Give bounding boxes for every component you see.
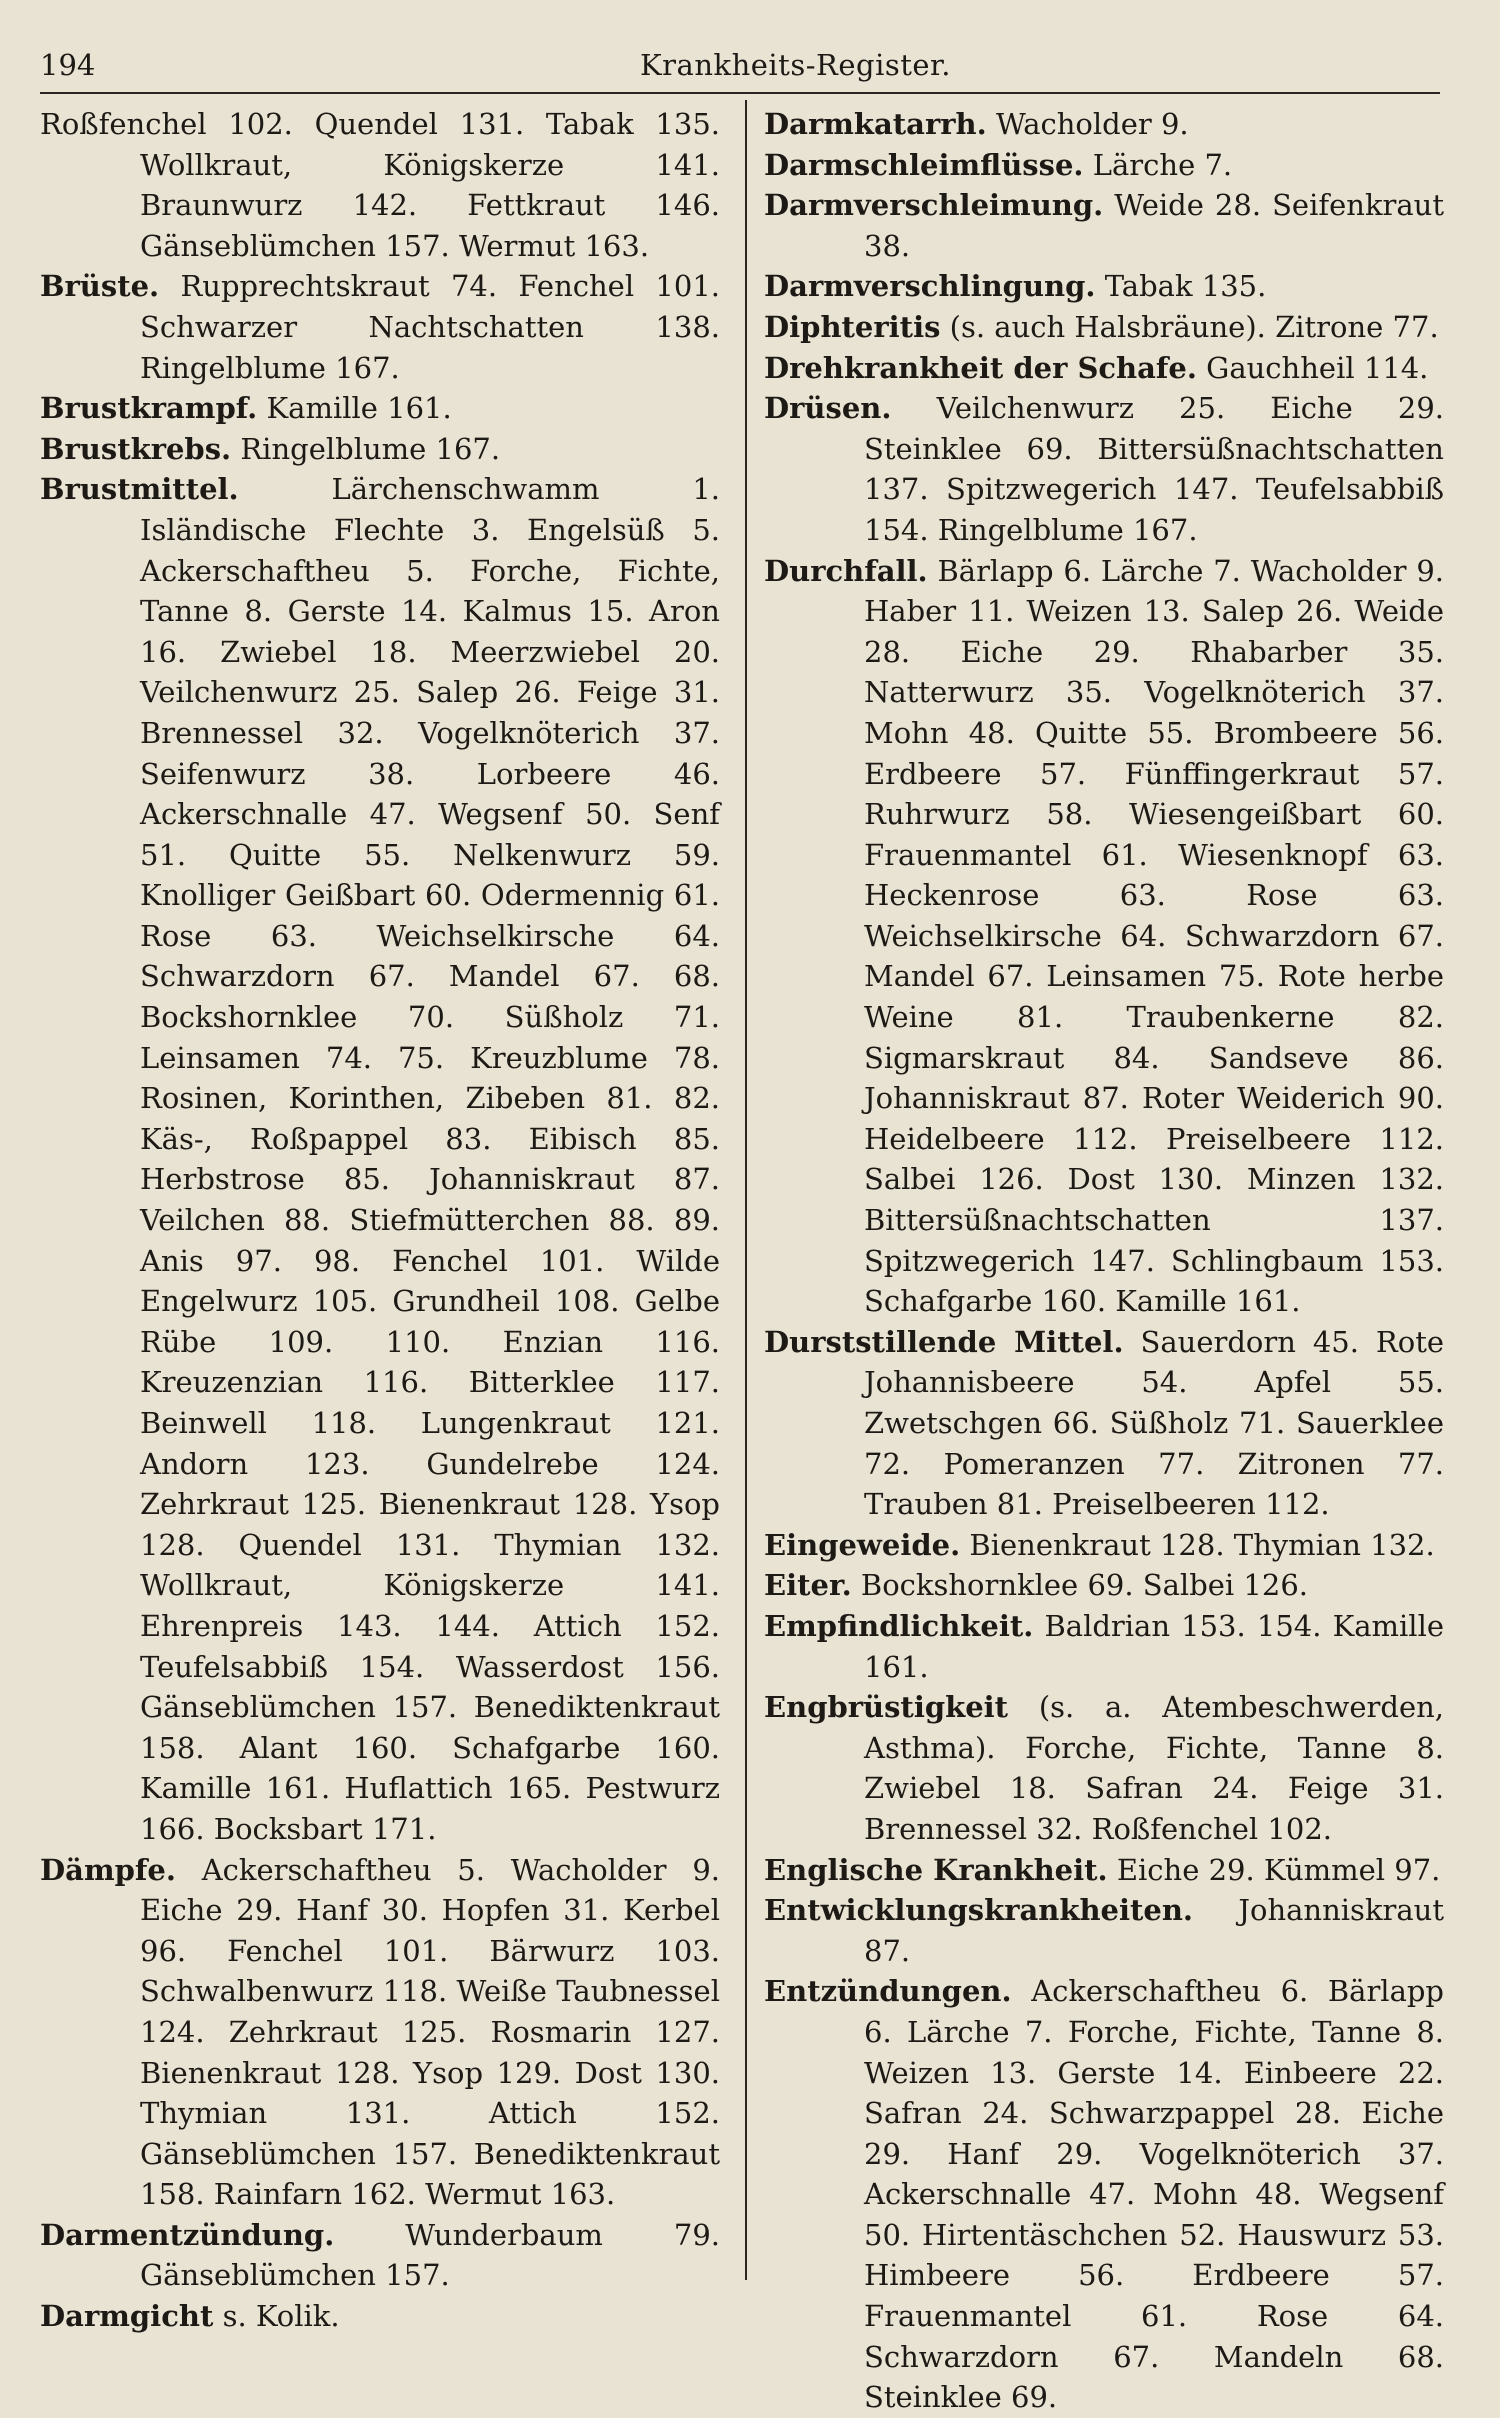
index-entry <box>764 185 1444 266</box>
page-header: Krankheits-Register. <box>640 48 951 82</box>
entry-term: Entzündungen. <box>764 1974 1012 2009</box>
entry-references: s. Kolik. <box>222 2299 340 2334</box>
entry-references: Ringelblume 167. <box>240 431 501 466</box>
index-entry <box>40 266 720 388</box>
index-entry <box>764 266 1444 307</box>
entry-term: Dämpfe. <box>40 1852 176 1887</box>
index-entry <box>764 388 1444 550</box>
entry-references: Ackerschaftheu 5. Wacholder 9. Eiche 29. Hanf 30. Hopfen 31. Kerbel 96. Fenchel 101. Bärwurz 103. Schwalbenwurz 118. Weiße Taubnessel 124. Zehrkraut 125. Rosmarin 127. Bienenkraut 128. Ysop 129. Dost 130. Thymian 131. Attich 152. Gänseblümchen 157. Benediktenkraut 158. Rainfarn 162. Wermut 163. <box>140 1852 720 2212</box>
entry-references: Kamille 161. <box>266 391 452 426</box>
entry-term: Durchfall. <box>764 553 928 588</box>
index-entry <box>40 1850 720 2215</box>
entry-references: Johanniskraut 87. <box>864 1893 1444 1968</box>
entry-term: Darmschleimflüsse. <box>764 147 1084 182</box>
index-entry <box>40 104 720 266</box>
index-column-right <box>764 104 1444 2418</box>
index-entry <box>764 307 1444 348</box>
entry-term: Brustkrampf. <box>40 391 258 426</box>
entry-references: Bienenkraut 128. Thymian 132. <box>969 1527 1435 1562</box>
entry-references: Weide 28. Seifenkraut 38. <box>864 188 1444 263</box>
entry-term: Darmentzündung. <box>40 2217 335 2252</box>
entry-references: Wacholder 9. <box>995 107 1189 141</box>
index-entry <box>764 348 1444 389</box>
entry-term: Eiter. <box>764 1568 852 1603</box>
entry-references: Wunderbaum 79. Gänseblümchen 157. <box>140 2217 720 2293</box>
index-entry <box>764 1687 1444 1849</box>
entry-term: Darmverschlingung. <box>764 269 1096 304</box>
entry-term: Engbrüstigkeit <box>764 1690 1009 1725</box>
index-entry <box>764 1606 1444 1687</box>
entry-term: Brustkrebs. <box>40 431 232 466</box>
entry-term: Durststillende Mittel. <box>764 1324 1124 1359</box>
index-entry <box>764 1850 1444 1891</box>
entry-term: Darmgicht <box>40 2299 214 2334</box>
entry-references: Ackerschaftheu 6. Bärlapp 6. Lärche 7. Forche, Fichte, Tanne 8. Weizen 13. Gerste 14. Einbeere 22. Safran 24. Schwarzpappel 28. Eiche 29. Hanf 29. Vogelknöterich 37. Ackerschnalle 47. Mohn 48. Wegsenf 50. Hirtentäschchen 52. Hauswurz 53. Himbeere 56. Erdbeere 57. Frauenmantel 61. Rose 64. Schwarzdorn 67. Mandeln 68. Steinklee 69. <box>864 1974 1444 2415</box>
index-entry <box>764 1890 1444 1971</box>
column-rule <box>745 100 747 2280</box>
index-entry <box>40 2296 720 2337</box>
entry-references: Bärlapp 6. Lärche 7. Wacholder 9. Haber 11. Weizen 13. Salep 26. Weide 28. Eiche 29. Rhabarber 35. Natterwurz 35. Vogelknöterich 37. Mohn 48. Quitte 55. Brombeere 56. Erdbeere 57. Fünffingerkraut 57. Ruhrwurz 58. Wiesengeißbart 60. Frauenmantel 61. Wiesenknopf 63. Heckenrose 63. Rose 63. Weichselkirsche 64. Schwarzdorn 67. Mandel 67. Leinsamen 75. Rote herbe Weine 81. Traubenkerne 82. Sigmarskraut 84. Sandseve 86. Johanniskraut 87. Roter Weiderich 90. Heidelbeere 112. Preiselbeere 112. Salbei 126. Dost 130. Minzen 132. Bittersüßnachtschatten 137. Spitzwegerich 147. Schlingbaum 153. Schafgarbe 160. Kamille 161. <box>864 553 1444 1319</box>
index-entry <box>40 429 720 470</box>
entry-references: Veilchenwurz 25. Eiche 29. Steinklee 69. Bittersüßnachtschatten 137. Spitzwegerich 147. Teufelsabbiß 154. Ringelblume 167. <box>864 391 1445 547</box>
entry-term: Drehkrankheit der Schafe. <box>764 350 1197 385</box>
entry-references: Tabak 135. <box>1104 269 1267 304</box>
entry-references: Baldrian 153. 154. Kamille 161. <box>864 1608 1445 1684</box>
index-column-left <box>40 104 720 2337</box>
entry-term: Eingeweide. <box>764 1527 961 1562</box>
entry-term: Brüste. <box>40 269 160 304</box>
entry-references: Lärchenschwamm 1. Isländische Flechte 3. Engelsüß 5. Ackerschaftheu 5. Forche, Fichte, Tanne 8. Gerste 14. Kalmus 15. Aron 16. Zwiebel 18. Meerzwiebel 20. Veilchenwurz 25. Salep 26. Feige 31. Brennessel 32. Vogelknöterich 37. Seifenwurz 38. Lorbeere 46. Ackerschnalle 47. Wegsenf 50. Senf 51. Quitte 55. Nelkenwurz 59. Knolliger Geißbart 60. Odermennig 61. Rose 63. Weichselkirsche 64. Schwarzdorn 67. Mandel 67. 68. Bockshornklee 70. Süßholz 71. Leinsamen 74. 75. Kreuzblume 78. Rosinen, Korinthen, Zibeben 81. 82. Käs-, Roßpappel 83. Eibisch 85. Herbstrose 85. Johanniskraut 87. Veilchen 88. Stiefmütterchen 88. 89. Anis 97. 98. Fenchel 101. Wilde Engelwurz 105. Grundheil 108. Gelbe Rübe 109. 110. Enzian 116. Kreuzenzian 116. Bitterklee 117. Beinwell 118. Lungenkraut 121. Andorn 123. Gundelrebe 124. Zehrkraut 125. Bienenkraut 128. Ysop 128. Quendel 131. Thymian 132. Wollkraut, Königskerze 141. Ehrenpreis 143. 144. Attich 152. Teufelsabbiß 154. Wasserdost 156. Gänseblümchen 157. Benediktenkraut 158. Alant 160. Schafgarbe 160. Kamille 161. Huflattich 165. Pestwurz 166. Bocksbart 171. <box>140 472 720 1846</box>
index-entry <box>40 2215 720 2296</box>
entry-references: Lärche 7. <box>1092 147 1233 182</box>
index-entry <box>764 1971 1444 2418</box>
entry-term: Brustmittel. <box>40 472 239 507</box>
index-entry <box>764 145 1444 186</box>
running-head <box>40 40 1440 94</box>
entry-term: Darmverschleimung. <box>764 188 1104 223</box>
index-entry <box>764 1525 1444 1566</box>
entry-references: Eiche 29. Kümmel 97. <box>1116 1852 1441 1887</box>
entry-term: Englische Krankheit. <box>764 1852 1108 1887</box>
entry-term: Drüsen. <box>764 391 892 426</box>
entry-references: (s. a. Atembeschwerden, Asthma). Forche, Fichte, Tanne 8. Zwiebel 18. Safran 24. Feige 31. Brennessel 32. Roßfenchel 102. <box>864 1690 1444 1846</box>
index-entry <box>764 104 1444 145</box>
entry-term: Entwicklungskrankheiten. <box>764 1893 1194 1928</box>
entry-references: Rupprechtskraut 74. Fenchel 101. Schwarzer Nachtschatten 138. Ringelblume 167. <box>140 269 720 385</box>
index-entry <box>40 388 720 429</box>
index-entry <box>764 1565 1444 1606</box>
entry-term: Darmkatarrh. <box>764 107 987 141</box>
index-entry <box>764 1322 1444 1525</box>
page-number: 194 <box>40 48 96 82</box>
index-entry <box>764 551 1444 1322</box>
entry-term: Diphteritis <box>764 309 941 344</box>
entry-term: Empfindlichkeit. <box>764 1608 1034 1643</box>
entry-references: Bockshornklee 69. Salbei 126. <box>860 1568 1308 1603</box>
entry-references: Roßfenchel 102. Quendel 131. Tabak 135. Wollkraut, Königskerze 141. Braunwurz 142. Fettkraut 146. Gänseblümchen 157. Wermut 163. <box>40 107 720 263</box>
index-entry <box>40 469 720 1849</box>
entry-references: Gauchheil 114. <box>1206 350 1429 385</box>
entry-references: (s. auch Halsbräune). Zitrone 77. <box>949 309 1439 344</box>
entry-references: Sauerdorn 45. Rote Johannisbeere 54. Apfel 55. Zwetschgen 66. Süßholz 71. Sauerklee 72. Pomeranzen 77. Zitronen 77. Trauben 81. Preiselbeeren 112. <box>864 1324 1445 1522</box>
